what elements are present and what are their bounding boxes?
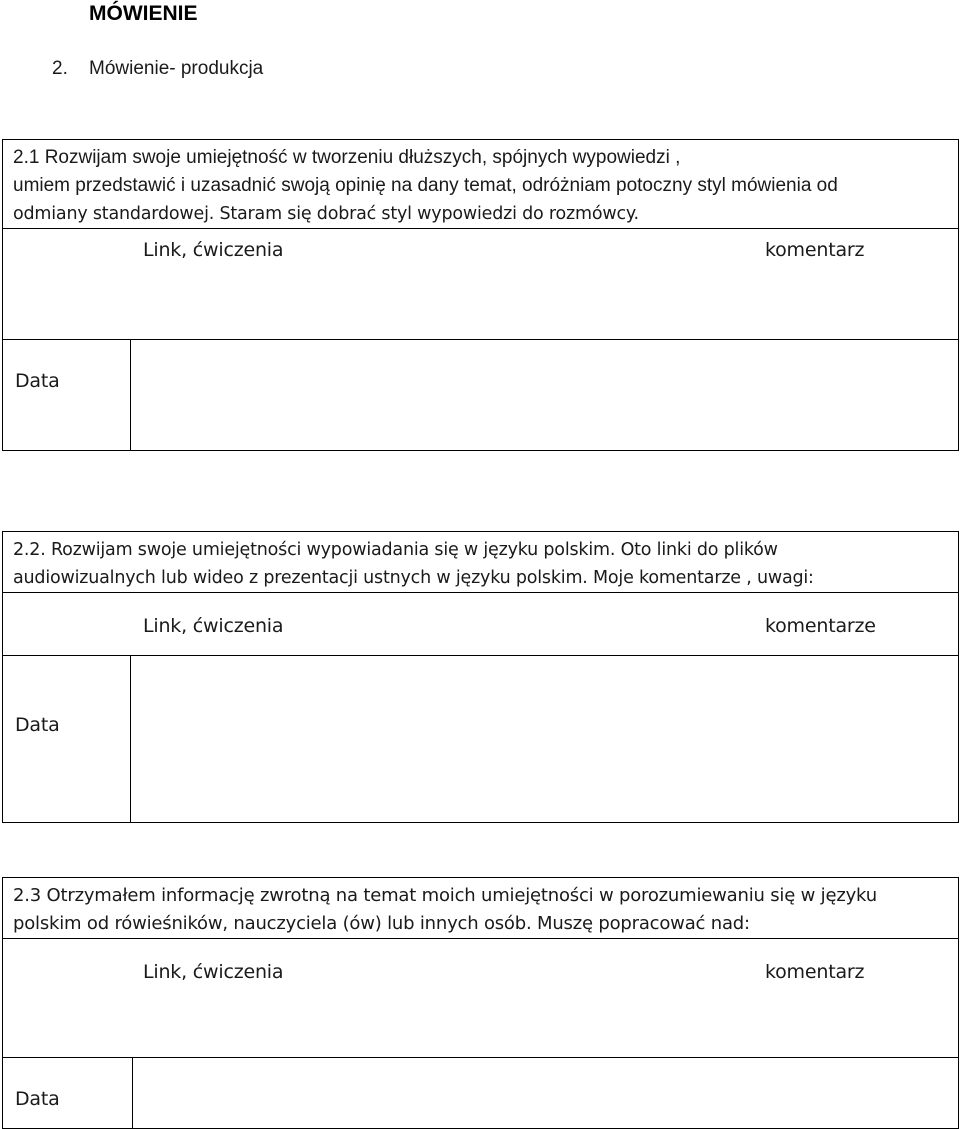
page-title: MÓWIENIE <box>89 2 198 25</box>
link-exercises-label: Link, ćwiczenia <box>143 615 284 637</box>
section-2-1-table <box>2 139 959 451</box>
section-2-3-intro-line: polskim od rówieśników, nauczyciela (ów) lub innych osób. Muszę popracować nad: <box>13 913 750 934</box>
section-2-1-intro-line: odmiany standardowej. Staram się dobrać styl wypowiedzi do rozmówcy. <box>13 204 639 224</box>
section-heading <box>52 58 263 80</box>
section-2-2-intro-line: audiowizualnych lub wideo z prezentacji ustnych w języku polskim. Moje komentarze , uwagi: <box>13 568 814 588</box>
date-label: Data <box>15 714 60 736</box>
link-exercises-label: Link, ćwiczenia <box>143 239 284 261</box>
section-2-1-intro-line: 2.1 Rozwijam swoje umiejętność w tworzeniu dłuższych, spójnych wypowiedzi , <box>13 147 681 168</box>
section-2-1-header-row <box>3 229 959 340</box>
link-exercises-label: Link, ćwiczenia <box>143 961 284 983</box>
date-label: Data <box>15 1088 60 1110</box>
comment-label: komentarze <box>765 615 876 637</box>
section-title: Mówienie- produkcja <box>89 58 264 79</box>
section-2-1-intro <box>3 140 959 229</box>
section-2-2-table <box>2 531 959 823</box>
section-2-2-header-row <box>3 593 959 656</box>
section-2-3-table <box>2 877 959 1129</box>
section-2-2-intro-line: 2.2. Rozwijam swoje umiejętności wypowiadania się w języku polskim. Oto linki do plików <box>13 540 778 560</box>
section-2-3-intro-line: 2.3 Otrzymałem informację zwrotną na temat moich umiejętności w porozumiewaniu się w języku <box>13 885 877 906</box>
section-2-3-date-cell[interactable] <box>3 1058 133 1129</box>
section-2-1-intro-line: umiem przedstawić i uzasadnić swoją opinię na dany temat, odróżniam potoczny styl mówienia od <box>13 175 838 196</box>
section-2-1-entry-cell[interactable] <box>131 340 959 451</box>
section-2-2-intro <box>3 532 959 593</box>
section-2-1-date-cell[interactable] <box>3 340 131 451</box>
comment-label: komentarz <box>765 961 865 983</box>
section-2-3-entry-cell[interactable] <box>133 1058 959 1129</box>
section-2-3-intro <box>3 878 959 939</box>
section-2-3-header-row <box>3 939 959 1058</box>
section-2-2-entry-cell[interactable] <box>131 656 959 823</box>
section-2-2-date-cell[interactable] <box>3 656 131 823</box>
date-label: Data <box>15 370 60 392</box>
section-number: 2. <box>52 58 68 79</box>
comment-label: komentarz <box>765 239 865 261</box>
